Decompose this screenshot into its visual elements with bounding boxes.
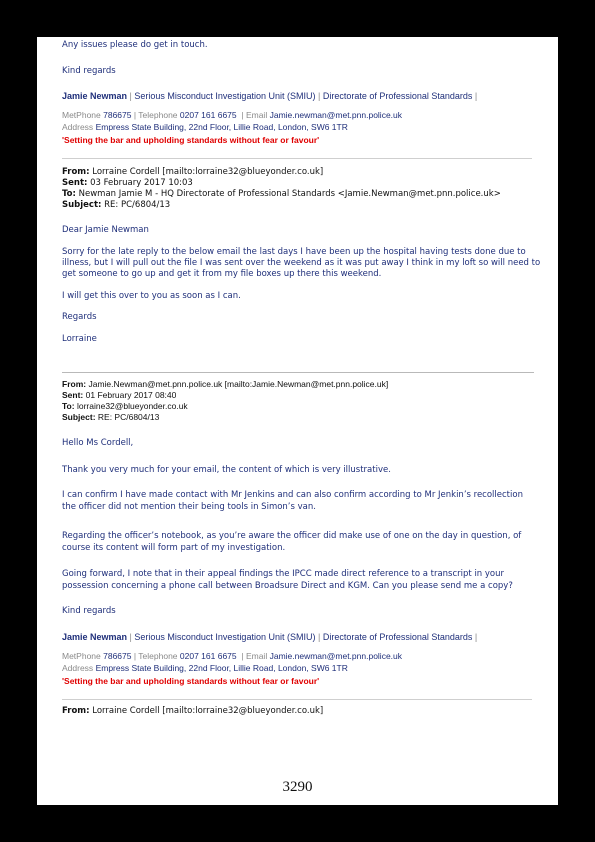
divider [62,158,532,159]
signature-unit: Serious Misconduct Investigation Unit (SMIU) [134,91,316,101]
kind-regards: Kind regards [62,66,116,76]
telephone-number: 0207 161 6675 [179,651,237,661]
email2-greeting: Hello Ms Cordell, [62,438,134,448]
email2-paragraph: Thank you very much for your email, the content of which is very illustrative. [62,465,391,475]
email1-greeting: Dear Jamie Newman [62,225,149,235]
divider [62,699,532,700]
email1-to: To: Newman Jamie M - HQ Directorate of Professional Standards <Jamie.Newman@met.pnn.police.uk> [62,189,501,199]
email-address: Jamie.newman@met.pnn.police.uk [269,110,403,120]
email2-paragraph-line: I can confirm I have made contact with Mr Jenkins and can also confirm according to Mr Jenkin’s recollection [62,490,523,500]
signature-name: Jamie Newman [62,91,128,101]
contact-line: MetPhone 786675 | Telephone 0207 161 6675 | Email Jamie.newman@met.pnn.police.uk [62,110,403,120]
telephone-number: 0207 161 6675 [179,110,237,120]
email2-sent: Sent: 01 February 2017 08:40 [62,390,177,400]
address-text: Empress State Building, 22nd Floor, Lillie Road, London, SW6 1TR [95,122,348,132]
signature-name: Jamie Newman [62,632,128,642]
email1-paragraph-line: get someone to go up and get it from my file boxes up there this weekend. [62,269,382,279]
document-page [37,37,558,805]
email1-paragraph-line: illness, but I will pull out the file I was sent over the weekend as it was put away I think in my loft so will need to [62,258,541,268]
email1-subject: Subject: RE: PC/6804/13 [62,200,171,210]
signature-directorate: Directorate of Professional Standards [322,632,473,642]
page-number: 3290 [282,779,313,795]
email-address: Jamie.newman@met.pnn.police.uk [269,651,403,661]
email2-paragraph-line: course its content will form part of my investigation. [62,543,286,553]
email3-from: From: Lorraine Cordell [mailto:lorraine32@blueyonder.co.uk] [62,706,324,716]
metphone-number: 786675 [103,110,132,120]
signature-unit: Serious Misconduct Investigation Unit (SMIU) [134,632,316,642]
email1-from: From: Lorraine Cordell [mailto:lorraine32@blueyonder.co.uk] [62,167,324,177]
address-line: Address Empress State Building, 22nd Floor, Lillie Road, London, SW6 1TR [62,122,348,132]
metphone-number: 786675 [103,651,132,661]
signature-directorate: Directorate of Professional Standards [322,91,473,101]
signature-line: Jamie Newman | Serious Misconduct Investigation Unit (SMIU) | Directorate of Professional Standards | [62,632,478,642]
email2-from: From: Jamie.Newman@met.pnn.police.uk [mailto:Jamie.Newman@met.pnn.police.uk] [62,379,389,389]
email2-to: To: lorraine32@blueyonder.co.uk [62,401,188,411]
address-line: Address Empress State Building, 22nd Floor, Lillie Road, London, SW6 1TR [62,663,348,673]
email2-paragraph-line: possession concerning a phone call between Broadsure Direct and KGM. Can you please send me a copy? [62,581,513,591]
email2-kind-regards: Kind regards [62,606,116,616]
contact-line: MetPhone 786675 | Telephone 0207 161 6675 | Email Jamie.newman@met.pnn.police.uk [62,651,403,661]
email2-paragraph-line: Going forward, I note that in their appeal findings the IPCC made direct reference to a transcript in your [62,569,505,579]
email1-regards: Regards [62,312,97,322]
motto: 'Setting the bar and upholding standards without fear or favour' [62,135,320,145]
closing-line: Any issues please do get in touch. [62,40,208,50]
email1-signoff-name: Lorraine [62,334,97,344]
motto: 'Setting the bar and upholding standards without fear or favour' [62,676,320,686]
address-text: Empress State Building, 22nd Floor, Lillie Road, London, SW6 1TR [95,663,348,673]
email1-sent: Sent: 03 February 2017 10:03 [62,178,193,188]
email1-paragraph: I will get this over to you as soon as I can. [62,291,241,301]
email2-paragraph-line: Regarding the officer’s notebook, as you’re aware the officer did make use of one on the day in question, of [62,531,522,541]
divider [62,372,534,373]
email1-paragraph-line: Sorry for the late reply to the below email the last days I have been up the hospital having tests done due to [62,247,526,257]
email2-subject: Subject: RE: PC/6804/13 [62,412,160,422]
email2-paragraph-line: the officer did not mention their being tools in Simon’s van. [62,502,316,512]
signature-line: Jamie Newman | Serious Misconduct Investigation Unit (SMIU) | Directorate of Professional Standards | [62,91,478,101]
